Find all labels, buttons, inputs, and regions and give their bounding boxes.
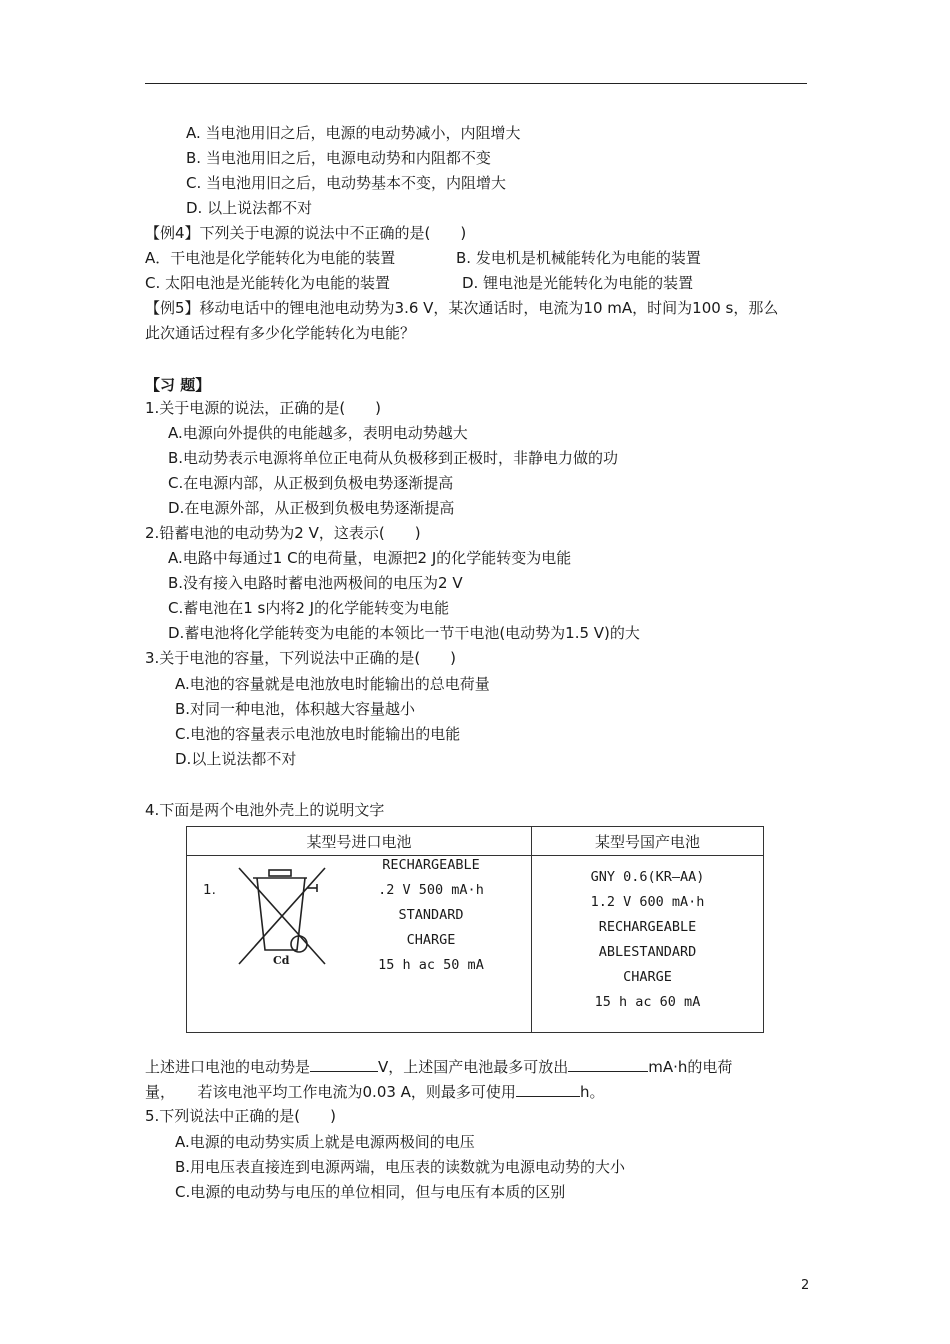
q3-stem: 3.关于电池的容量，下列说法中正确的是( )	[145, 649, 457, 667]
imported-line-1: RECHARGEABLE	[382, 857, 480, 873]
q5-option-a: A.电源的电动势实质上就是电源两极间的电压	[175, 1133, 475, 1151]
q5-option-c: C.电源的电动势与电压的单位相同，但与电压有本质的区别	[175, 1183, 566, 1201]
q1-option-d: D.在电源外部，从正极到负极电势逐渐提高	[168, 499, 455, 517]
imported-line-4: CHARGE	[406, 932, 456, 948]
domestic-line-6: 15 h ac 60 mA	[594, 994, 701, 1010]
imported-line-3: STANDARD	[398, 907, 464, 923]
domestic-line-3: RECHARGEABLE	[598, 919, 697, 935]
cd-label: Cd	[273, 954, 290, 967]
q2-option-a: A.电路中每通过1 C的电荷量，电源把2 J的化学能转变为电能	[168, 549, 572, 567]
q1-stem: 1.关于电源的说法，正确的是( )	[145, 399, 382, 417]
answer-blank-emf[interactable]	[310, 1056, 378, 1072]
imported-line-2: .2 V 500 mA·h	[378, 882, 484, 898]
q5-option-b: B.用电压表直接连到电源两端，电压表的读数就为电源电动势的大小	[175, 1158, 626, 1176]
q2-option-b: B.没有接入电路时蓄电池两极间的电压为2 V	[168, 574, 463, 592]
q3-option-d: D.以上说法都不对	[175, 750, 297, 768]
option-c: C. 当电池用旧之后，电动势基本不变，内阻增大	[186, 174, 507, 192]
q4-fill-text-2: V，上述国产电池最多可放出	[378, 1058, 569, 1076]
header-rule	[145, 83, 807, 84]
answer-blank-hours[interactable]	[516, 1081, 580, 1097]
q3-option-c: C.电池的容量表示电池放电时能输出的电能	[175, 725, 461, 743]
q4-fill-line-2	[145, 1081, 604, 1102]
domestic-line-2: 1.2 V 600 mA·h	[590, 894, 705, 910]
q2-stem: 2.铅蓄电池的电动势为2 V，这表示( )	[145, 524, 421, 542]
q3-option-b: B.对同一种电池，体积越大容量越小	[175, 700, 416, 718]
q4-fill-text-3: mA·h的电荷	[648, 1058, 733, 1076]
page-number: 2	[801, 1278, 810, 1293]
imported-battery-cell	[187, 856, 532, 1033]
q4-fill-line-1	[145, 1056, 732, 1077]
q4-fill-text-4: 量， 若该电池平均工作电流为0.03 A，则最多可使用	[145, 1083, 516, 1101]
option-d: D. 以上说法都不对	[186, 199, 313, 217]
option-a: A. 当电池用旧之后，电源的电动势减小，内阻增大	[186, 124, 521, 142]
example-4-option-a: A．干电池是化学能转化为电能的装置	[145, 249, 396, 267]
q2-option-c: C.蓄电池在1 s内将2 J的化学能转变为电能	[168, 599, 450, 617]
q1-option-c: C.在电源内部，从正极到负极电势逐渐提高	[168, 474, 454, 492]
table-header-imported: 某型号进口电池	[187, 827, 532, 856]
domestic-battery-cell	[532, 856, 764, 1033]
battery-spec-table	[186, 826, 764, 1033]
imported-line-5: 15 h ac 50 mA	[378, 957, 484, 973]
example-4-title: 【例4】下列关于电源的说法中不正确的是( )	[145, 224, 467, 242]
domestic-line-1: GNY 0.6(KR—AA)	[590, 869, 705, 885]
table-header-domestic: 某型号国产电池	[532, 827, 764, 856]
domestic-line-4: ABLESTANDARD	[598, 944, 697, 960]
answer-blank-capacity[interactable]	[568, 1056, 648, 1072]
example-5-line-1: 【例5】移动电话中的锂电池电动势为3.6 V，某次通话时，电流为10 mA，时间为100 s，那么	[145, 299, 779, 317]
example-5-line-2: 此次通话过程有多少化学能转化为电能？	[145, 324, 416, 342]
q1-option-a: A.电源向外提供的电能越多，表明电动势越大	[168, 424, 468, 442]
q4-stem: 4.下面是两个电池外壳上的说明文字	[145, 801, 385, 819]
q2-option-d: D.蓄电池将化学能转变为电能的本领比一节干电池(电动势为1.5 V)的大	[168, 624, 640, 642]
example-4-option-c: C. 太阳电池是光能转化为电能的装置	[145, 274, 391, 292]
q5-stem: 5.下列说法中正确的是( )	[145, 1107, 337, 1125]
example-4-option-b: B. 发电机是机械能转化为电能的装置	[456, 249, 701, 267]
example-4-option-d: D. 锂电池是光能转化为电能的装置	[462, 274, 694, 292]
imported-prefix: 1.	[203, 882, 216, 898]
section-title: 【习 题】	[145, 376, 211, 394]
q1-option-b: B.电动势表示电源将单位正电荷从负极移到正极时，非静电力做的功	[168, 449, 619, 467]
domestic-line-5: CHARGE	[623, 969, 672, 985]
q3-option-a: A.电池的容量就是电池放电时能输出的总电荷量	[175, 675, 490, 693]
option-b: B. 当电池用旧之后，电源电动势和内阻都不变	[186, 149, 491, 167]
q4-fill-text-5: h。	[579, 1083, 605, 1101]
q4-fill-text-1: 上述进口电池的电动势是	[145, 1058, 311, 1076]
